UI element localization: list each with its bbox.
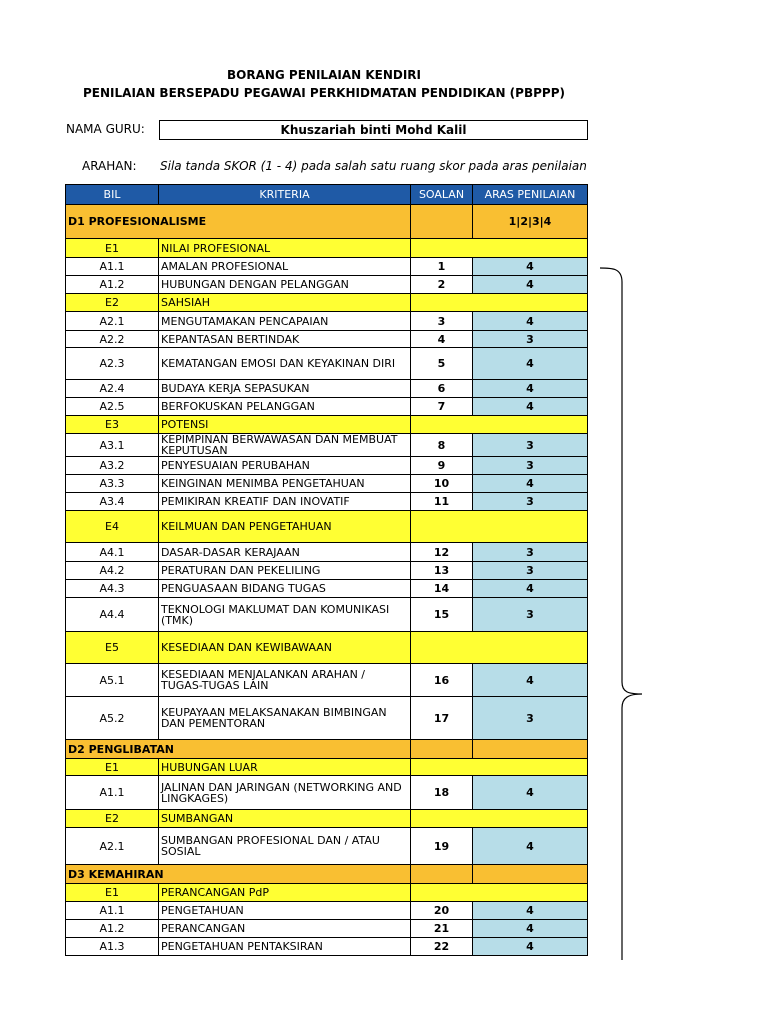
item-bil: A1.2	[66, 920, 159, 938]
section-row	[66, 239, 588, 258]
section-code: E2	[66, 294, 159, 312]
item-soalan: 3	[411, 312, 473, 331]
domain-score-cell	[473, 740, 588, 759]
section-empty-cell	[411, 416, 588, 434]
item-soalan: 19	[411, 828, 473, 865]
section-code: E1	[66, 884, 159, 902]
domain-label: D2 PENGLIBATAN	[66, 740, 411, 759]
item-bil: A3.4	[66, 493, 159, 511]
item-kriteria: PERANCANGAN	[159, 920, 411, 938]
domain-soalan-cell	[411, 865, 473, 884]
item-score[interactable]: 4	[473, 475, 588, 493]
table-row	[66, 258, 588, 276]
item-kriteria: AMALAN PROFESIONAL	[159, 258, 411, 276]
item-soalan: 5	[411, 348, 473, 380]
section-label: KEILMUAN DAN PENGETAHUAN	[159, 511, 411, 543]
table-header-row	[66, 185, 588, 205]
kriteria-table	[65, 184, 588, 956]
header-soalan: SOALAN	[411, 185, 473, 205]
item-bil: A5.2	[66, 697, 159, 740]
item-kriteria: PERATURAN DAN PEKELILING	[159, 562, 411, 580]
item-score[interactable]: 4	[473, 398, 588, 416]
item-bil: A2.1	[66, 312, 159, 331]
section-empty-cell	[411, 511, 588, 543]
domain-row	[66, 205, 588, 239]
item-score[interactable]: 4	[473, 920, 588, 938]
section-empty-cell	[411, 239, 588, 258]
item-bil: A2.5	[66, 398, 159, 416]
item-soalan: 6	[411, 380, 473, 398]
header-bil: BIL	[66, 185, 159, 205]
item-kriteria: JALINAN DAN JARINGAN (NETWORKING AND LINGKAGES)	[159, 776, 411, 810]
item-bil: A2.1	[66, 828, 159, 865]
item-score[interactable]: 4	[473, 348, 588, 380]
item-score[interactable]: 4	[473, 938, 588, 956]
item-score[interactable]: 4	[473, 276, 588, 294]
item-kriteria: PENGETAHUAN PENTAKSIRAN	[159, 938, 411, 956]
item-kriteria: PENYESUAIAN PERUBAHAN	[159, 457, 411, 475]
table-row	[66, 664, 588, 697]
table-row	[66, 598, 588, 632]
item-kriteria: BERFOKUSKAN PELANGGAN	[159, 398, 411, 416]
item-score[interactable]: 4	[473, 380, 588, 398]
item-bil: A4.4	[66, 598, 159, 632]
item-soalan: 8	[411, 434, 473, 457]
table-row	[66, 434, 588, 457]
item-soalan: 21	[411, 920, 473, 938]
table-row	[66, 475, 588, 493]
arahan-label: ARAHAN:	[82, 159, 137, 173]
item-kriteria: MENGUTAMAKAN PENCAPAIAN	[159, 312, 411, 331]
section-label: KESEDIAAN DAN KEWIBAWAAN	[159, 632, 411, 664]
table-row	[66, 562, 588, 580]
item-score[interactable]: 3	[473, 457, 588, 475]
item-soalan: 17	[411, 697, 473, 740]
item-score[interactable]: 4	[473, 902, 588, 920]
item-bil: A3.2	[66, 457, 159, 475]
item-score[interactable]: 3	[473, 434, 588, 457]
section-label: SUMBANGAN	[159, 810, 411, 828]
item-kriteria: KEINGINAN MENIMBA PENGETAHUAN	[159, 475, 411, 493]
item-bil: A2.3	[66, 348, 159, 380]
section-empty-cell	[411, 294, 588, 312]
item-kriteria: KEPANTASAN BERTINDAK	[159, 331, 411, 348]
table-row	[66, 331, 588, 348]
item-soalan: 15	[411, 598, 473, 632]
section-row	[66, 632, 588, 664]
table-row	[66, 312, 588, 331]
domain-score-cell	[473, 865, 588, 884]
bracket-brace	[598, 262, 658, 962]
section-row	[66, 416, 588, 434]
item-score[interactable]: 3	[473, 543, 588, 562]
section-label: NILAI PROFESIONAL	[159, 239, 411, 258]
item-soalan: 22	[411, 938, 473, 956]
item-soalan: 20	[411, 902, 473, 920]
section-code: E4	[66, 511, 159, 543]
table-row	[66, 276, 588, 294]
item-soalan: 18	[411, 776, 473, 810]
domain-label: D1 PROFESIONALISME	[66, 205, 411, 239]
section-row	[66, 884, 588, 902]
item-soalan: 13	[411, 562, 473, 580]
section-code: E2	[66, 810, 159, 828]
item-score[interactable]: 3	[473, 562, 588, 580]
section-row	[66, 759, 588, 776]
section-code: E1	[66, 759, 159, 776]
item-soalan: 1	[411, 258, 473, 276]
item-bil: A1.1	[66, 902, 159, 920]
section-row	[66, 294, 588, 312]
scale-label: 1|2|3|4	[473, 205, 588, 239]
item-soalan: 10	[411, 475, 473, 493]
item-kriteria: PENGETAHUAN	[159, 902, 411, 920]
item-score[interactable]: 4	[473, 828, 588, 865]
item-bil: A2.4	[66, 380, 159, 398]
table-row	[66, 902, 588, 920]
item-soalan: 12	[411, 543, 473, 562]
item-kriteria: KEPIMPINAN BERWAWASAN DAN MEMBUAT KEPUTUSAN	[159, 434, 411, 457]
item-bil: A4.2	[66, 562, 159, 580]
item-kriteria: TEKNOLOGI MAKLUMAT DAN KOMUNIKASI (TMK)	[159, 598, 411, 632]
section-label: SAHSIAH	[159, 294, 411, 312]
item-score[interactable]: 4	[473, 776, 588, 810]
table-row	[66, 493, 588, 511]
item-score[interactable]: 3	[473, 598, 588, 632]
item-bil: A5.1	[66, 664, 159, 697]
item-score[interactable]: 4	[473, 664, 588, 697]
form-subtitle: PENILAIAN BERSEPADU PEGAWAI PERKHIDMATAN PENDIDIKAN (PBPPP)	[83, 86, 565, 100]
table-row	[66, 580, 588, 598]
section-empty-cell	[411, 632, 588, 664]
domain-label: D3 KEMAHIRAN	[66, 865, 411, 884]
item-kriteria: PEMIKIRAN KREATIF DAN INOVATIF	[159, 493, 411, 511]
item-soalan: 2	[411, 276, 473, 294]
header-kriteria: KRITERIA	[159, 185, 411, 205]
table-row	[66, 398, 588, 416]
item-bil: A1.2	[66, 276, 159, 294]
item-score[interactable]: 3	[473, 493, 588, 511]
item-score[interactable]: 3	[473, 331, 588, 348]
table-row	[66, 380, 588, 398]
item-kriteria: PENGUASAAN BIDANG TUGAS	[159, 580, 411, 598]
header-aras-penilaian: ARAS PENILAIAN	[473, 185, 588, 205]
item-kriteria: HUBUNGAN DENGAN PELANGGAN	[159, 276, 411, 294]
section-row	[66, 511, 588, 543]
item-score[interactable]: 4	[473, 258, 588, 276]
section-row	[66, 810, 588, 828]
table-row	[66, 457, 588, 475]
section-code: E5	[66, 632, 159, 664]
item-bil: A1.1	[66, 258, 159, 276]
section-label: POTENSI	[159, 416, 411, 434]
table-row	[66, 938, 588, 956]
table-row	[66, 920, 588, 938]
item-soalan: 4	[411, 331, 473, 348]
item-soalan: 16	[411, 664, 473, 697]
item-bil: A1.3	[66, 938, 159, 956]
item-kriteria: BUDAYA KERJA SEPASUKAN	[159, 380, 411, 398]
section-label: HUBUNGAN LUAR	[159, 759, 411, 776]
item-bil: A4.3	[66, 580, 159, 598]
section-label: PERANCANGAN PdP	[159, 884, 411, 902]
table-row	[66, 543, 588, 562]
nama-guru-field[interactable]: Khuszariah binti Mohd Kalil	[159, 120, 588, 140]
section-empty-cell	[411, 759, 588, 776]
item-kriteria: KEMATANGAN EMOSI DAN KEYAKINAN DIRI	[159, 348, 411, 380]
domain-soalan-cell	[411, 205, 473, 239]
item-kriteria: KESEDIAAN MENJALANKAN ARAHAN / TUGAS-TUGAS LAIN	[159, 664, 411, 697]
item-bil: A4.1	[66, 543, 159, 562]
item-kriteria: DASAR-DASAR KERAJAAN	[159, 543, 411, 562]
item-kriteria: SUMBANGAN PROFESIONAL DAN / ATAU SOSIAL	[159, 828, 411, 865]
nama-label: NAMA GURU:	[66, 122, 145, 136]
item-soalan: 7	[411, 398, 473, 416]
arahan-text: Sila tanda SKOR (1 - 4) pada salah satu ruang skor pada aras penilaian	[160, 159, 587, 173]
table-row	[66, 776, 588, 810]
section-code: E3	[66, 416, 159, 434]
section-empty-cell	[411, 884, 588, 902]
section-empty-cell	[411, 810, 588, 828]
item-bil: A3.3	[66, 475, 159, 493]
item-soalan: 14	[411, 580, 473, 598]
item-bil: A1.1	[66, 776, 159, 810]
domain-soalan-cell	[411, 740, 473, 759]
item-kriteria: KEUPAYAAN MELAKSANAKAN BIMBINGAN DAN PEMENTORAN	[159, 697, 411, 740]
item-score[interactable]: 4	[473, 580, 588, 598]
domain-row	[66, 740, 588, 759]
item-soalan: 11	[411, 493, 473, 511]
item-score[interactable]: 3	[473, 697, 588, 740]
table-row	[66, 348, 588, 380]
item-bil: A3.1	[66, 434, 159, 457]
item-score[interactable]: 4	[473, 312, 588, 331]
table-row	[66, 697, 588, 740]
table-row	[66, 828, 588, 865]
section-code: E1	[66, 239, 159, 258]
domain-row	[66, 865, 588, 884]
item-soalan: 9	[411, 457, 473, 475]
item-bil: A2.2	[66, 331, 159, 348]
form-title: BORANG PENILAIAN KENDIRI	[226, 68, 422, 82]
